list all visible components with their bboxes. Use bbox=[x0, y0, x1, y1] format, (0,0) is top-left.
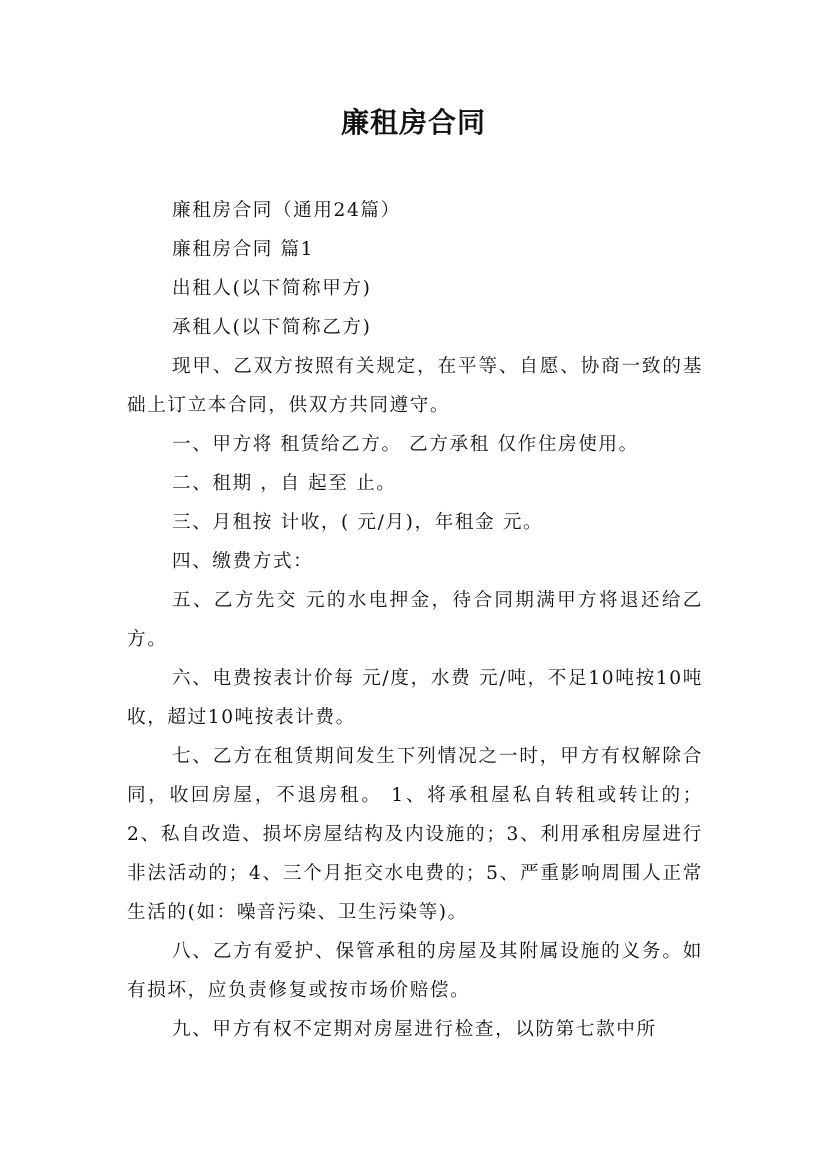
paragraph-clause-8: 八、乙方有爱护、保管承租的房屋及其附属设施的义务。如有损坏，应负责修复或按市场价赔偿。 bbox=[127, 941, 703, 1001]
paragraph-clause-3: 三、月租按 计收，( 元/月)，年租金 元。 bbox=[172, 512, 544, 533]
paragraph-clause-9: 九、甲方有权不定期对房屋进行检查，以防第七款中所 bbox=[172, 1019, 657, 1040]
paragraph-clause-2: 二、租期 ，自 起至 止。 bbox=[172, 473, 397, 494]
paragraph-section-heading: 廉租房合同 篇1 bbox=[172, 239, 315, 260]
document-body bbox=[127, 191, 703, 1049]
paragraph-clause-6: 六、电费按表计价每 元/度，水费 元/吨，不足10吨按10吨收，超过10吨按表计费。 bbox=[127, 668, 703, 728]
paragraph-lessor: 出租人(以下简称甲方) bbox=[172, 278, 372, 299]
paragraph-lessee: 承租人(以下简称乙方) bbox=[172, 317, 372, 338]
paragraph-clause-1: 一、甲方将 租赁给乙方。 乙方承租 仅作住房使用。 bbox=[172, 434, 639, 455]
paragraph-clause-5: 五、乙方先交 元的水电押金，待合同期满甲方将退还给乙方。 bbox=[127, 590, 703, 650]
document-title: 廉租房合同 bbox=[340, 106, 486, 139]
paragraph-clause-7: 七、乙方在租赁期间发生下列情况之一时，甲方有权解除合同，收回房屋，不退房租。 1、将承租屋私自转租或转让的；2、私自改造、损坏房屋结构及内设施的；3、利用承租房屋进行非法活动的；4、三个月拒交水电费的；5、严重影响周围人正常生活的(如：噪音污染、卫生污染等)。 bbox=[127, 746, 703, 923]
paragraph-subtitle: 廉租房合同（通用24篇） bbox=[172, 200, 401, 221]
paragraph-preamble: 现甲、乙双方按照有关规定，在平等、自愿、协商一致的基础上订立本合同，供双方共同遵守。 bbox=[127, 356, 703, 416]
paragraph-clause-4: 四、缴费方式： bbox=[172, 551, 314, 572]
